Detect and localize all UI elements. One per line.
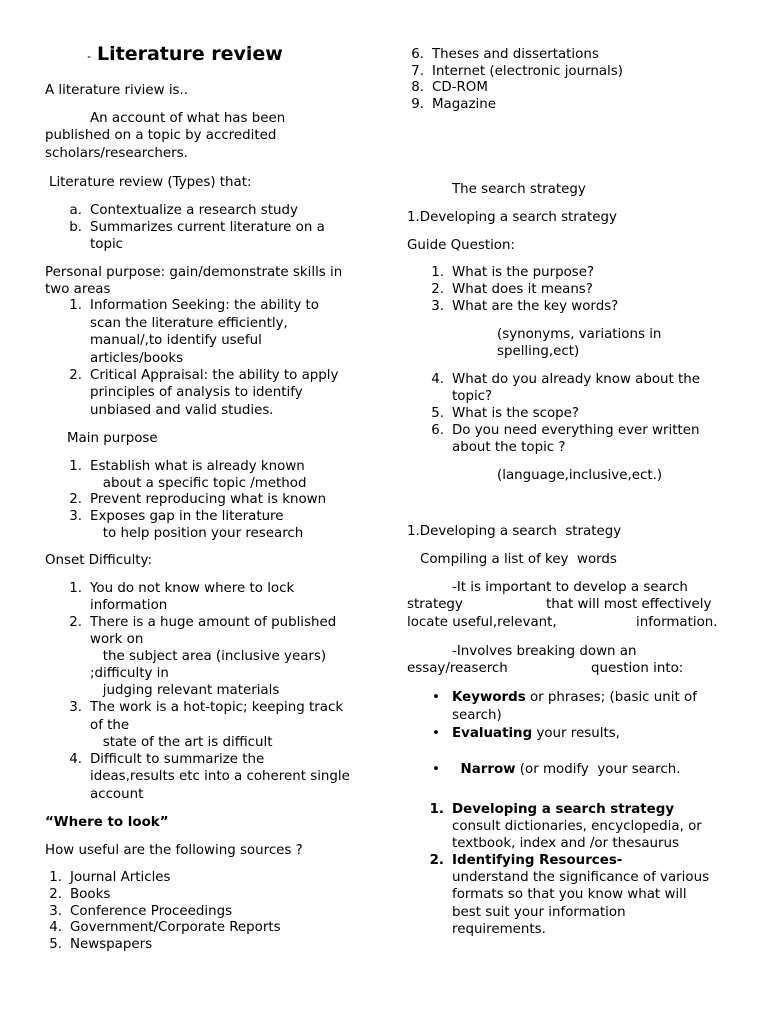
- list-item-cont: scan the literature efficiently,: [90, 316, 288, 331]
- main-purpose-heading: Main purpose: [67, 431, 158, 446]
- question-item: 4. What do you already know about the: [431, 372, 701, 387]
- source-item: 1. Journal Articles: [49, 870, 171, 885]
- search-heading: The search strategy: [452, 182, 586, 197]
- important-para: strategy: [407, 597, 463, 612]
- list-item: 3. The work is a hot-topic; keeping track: [69, 700, 344, 715]
- involves-para: question into:: [591, 661, 684, 676]
- list-item-cont: principles of analysis to identify: [90, 385, 303, 400]
- final-item-cont: formats so that you know what will: [452, 887, 687, 902]
- list-item-cont: articles/books: [90, 351, 184, 366]
- source-item: 7. Internet (electronic journals): [411, 64, 623, 79]
- onset-heading: Onset Difficulty:: [45, 553, 153, 568]
- final-item-cont: understand the significance of various: [452, 870, 710, 885]
- list-item-cont: topic: [90, 237, 124, 252]
- synonyms-note: (synonyms, variations in: [497, 327, 662, 342]
- final-item-cont: consult dictionaries, encyclopedia, or: [452, 819, 702, 834]
- involves-para: essay/reaserch: [407, 661, 508, 676]
- page-title: Literature review: [97, 43, 283, 65]
- guide-heading: Guide Question:: [407, 238, 515, 253]
- where-heading: “Where to look”: [45, 815, 169, 830]
- list-item: b. Summarizes current literature on a: [69, 220, 325, 235]
- personal-purpose: two areas: [45, 282, 111, 297]
- list-item: 1. Establish what is already known: [69, 459, 305, 474]
- list-item: 1. Information Seeking: the ability to: [69, 298, 319, 313]
- final-item: 1. Developing a search strategy: [429, 802, 675, 817]
- bullet-icon: •: [432, 762, 440, 777]
- intro-line: A literature riview is..: [45, 83, 189, 98]
- list-item-cont: account: [90, 787, 144, 802]
- list-item: a. Contextualize a research study: [69, 203, 298, 218]
- question-item-cont: topic?: [452, 389, 493, 404]
- source-item: 2. Books: [49, 887, 111, 902]
- sources-question: How useful are the following sources ?: [45, 843, 303, 858]
- important-para: -It is important to develop a search: [452, 580, 688, 595]
- list-item-cont: of the: [90, 718, 130, 733]
- source-item: 6. Theses and dissertations: [411, 47, 599, 62]
- list-item: 4. Difficult to summarize the: [69, 752, 265, 767]
- title-quote: “: [87, 55, 92, 64]
- question-item: 6. Do you need everything ever written: [431, 423, 700, 438]
- list-item-cont: manual/,to identify useful: [90, 333, 262, 348]
- types-heading: Literature review (Types) that:: [49, 175, 252, 190]
- bullet-item: • Narrow (or modify your search.: [432, 762, 681, 777]
- list-item-cont: judging relevant materials: [90, 683, 280, 698]
- source-item: 9. Magazine: [411, 97, 496, 112]
- list-item-cont: about a specific topic /method: [90, 476, 307, 491]
- involves-para: -Involves breaking down an: [452, 644, 637, 659]
- list-item: 2. Critical Appraisal: the ability to apply: [69, 368, 339, 383]
- compiling-line: Compiling a list of key words: [420, 552, 617, 567]
- list-item: 2. There is a huge amount of published: [69, 615, 337, 630]
- question-item: 2. What does it means?: [431, 282, 593, 297]
- list-item-cont: state of the art is difficult: [90, 735, 273, 750]
- final-item-cont: requirements.: [452, 922, 546, 937]
- source-item: 4. Government/Corporate Reports: [49, 920, 281, 935]
- list-item-cont: work on: [90, 632, 144, 647]
- bullet-item: • Evaluating your results,: [432, 726, 620, 741]
- bullet-icon: •: [432, 690, 440, 705]
- list-item-cont: information: [90, 598, 168, 613]
- list-item: 3. Exposes gap in the literature: [69, 509, 284, 524]
- personal-purpose: Personal purpose: gain/demonstrate skills in: [45, 265, 343, 280]
- source-item: 3. Conference Proceedings: [49, 904, 233, 919]
- important-para: that will most effectively: [546, 597, 712, 612]
- important-para: information.: [636, 615, 718, 630]
- important-para: locate useful,relevant,: [407, 615, 557, 630]
- step1-heading: 1.Developing a search strategy: [407, 210, 617, 225]
- final-item-cont: textbook, index and /or thesaurus: [452, 836, 679, 851]
- definition-line: published on a topic by accredited: [45, 128, 277, 143]
- language-note: (language,inclusive,ect.): [497, 468, 663, 483]
- list-item: 1. You do not know where to lock: [69, 581, 295, 596]
- final-item-cont: best suit your information: [452, 905, 626, 920]
- question-item: 3. What are the key words?: [431, 299, 619, 314]
- final-item: 2. Identifying Resources-: [429, 853, 623, 868]
- definition-line: An account of what has been: [90, 111, 286, 126]
- question-item: 1. What is the purpose?: [431, 265, 595, 280]
- question-item-cont: about the topic ?: [452, 440, 566, 455]
- list-item-cont: ;difficulty in: [90, 666, 169, 681]
- list-item: 2. Prevent reproducing what is known: [69, 492, 327, 507]
- list-item-cont: ideas,results etc into a coherent single: [90, 769, 350, 784]
- step1-heading-2: 1.Developing a search strategy: [407, 524, 622, 539]
- definition-line: scholars/researchers.: [45, 146, 188, 161]
- list-item-cont: the subject area (inclusive years): [90, 649, 327, 664]
- question-item: 5. What is the scope?: [431, 406, 580, 421]
- source-item: 5. Newspapers: [49, 937, 153, 952]
- list-item-cont: to help position your research: [90, 526, 304, 541]
- bullet-item-cont: search): [452, 708, 502, 723]
- synonyms-note: spelling,ect): [497, 344, 580, 359]
- bullet-icon: •: [432, 726, 440, 741]
- list-item-cont: unbiased and valid studies.: [90, 403, 274, 418]
- bullet-item: • Keywords or phrases; (basic unit of: [432, 690, 697, 705]
- source-item: 8. CD-ROM: [411, 80, 488, 95]
